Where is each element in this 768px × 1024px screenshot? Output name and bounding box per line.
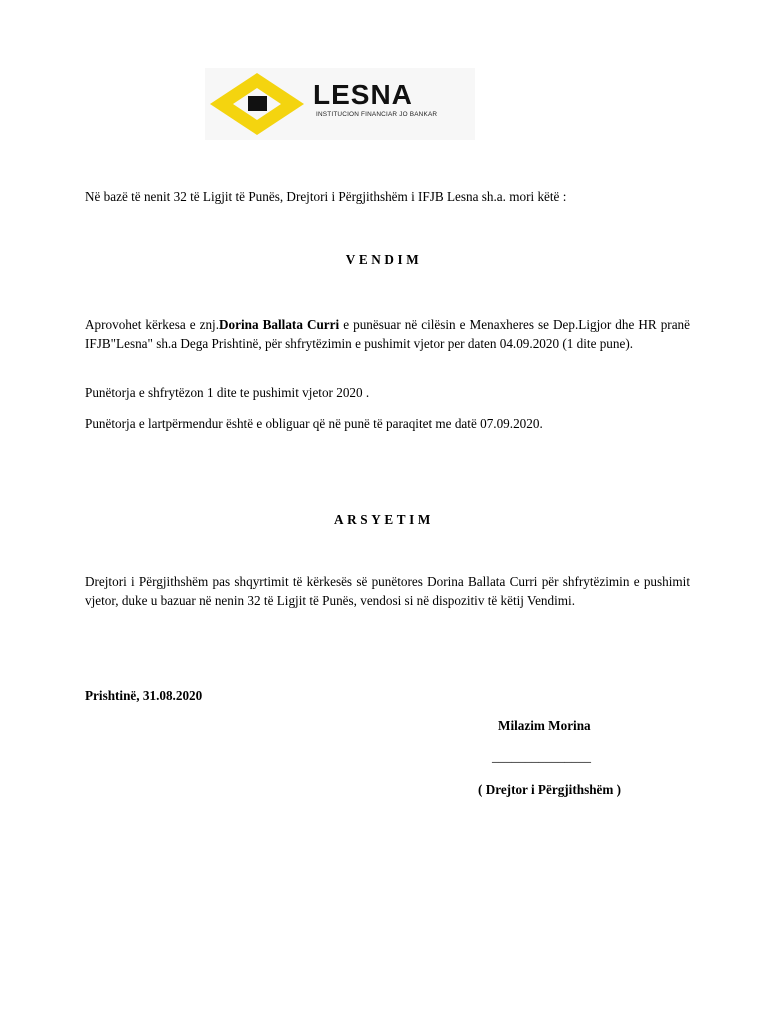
arsyetim-heading: ARSYETIM bbox=[334, 512, 434, 527]
vendim-p1-end: e punësuar në cilësin e Menaxheres se Dep.Ligjor dhe HR pranë IFJB"Lesna" sh.a Dega Prishtinë, për shfrytëzimin e pushimit vjetor per daten 04.09.2020 (1 dite pune). bbox=[85, 317, 690, 351]
vendim-p1-start: Aprovohet kërkesa e znj. bbox=[85, 317, 220, 332]
diamond-logo-icon bbox=[205, 68, 313, 140]
lesna-logo bbox=[205, 68, 475, 140]
logo-wordmark: LESNA bbox=[313, 79, 413, 110]
employee-name: Dorina Ballata Curri bbox=[219, 317, 340, 332]
logo-subtitle: INSTITUCION FINANCIAR JO BANKAR bbox=[316, 111, 438, 118]
signatory-name: Milazim Morina bbox=[498, 718, 591, 733]
vendim-paragraph-3: Punëtorja e lartpërmendur është e obliguar që në punë të paraqitet me datë 07.09.2020. bbox=[85, 416, 543, 431]
vendim-paragraph-2: Punëtorja e shfrytëzon 1 dite te pushimit vjetor 2020 . bbox=[85, 385, 370, 400]
vendim-paragraph-1 bbox=[85, 315, 690, 353]
signatory-title: ( Drejtor i Përgjithshëm ) bbox=[478, 782, 622, 797]
intro-paragraph: Në bazë të nenit 32 të Ligjit të Punës, Drejtori i Përgjithshëm i IFJB Lesna sh.a. mori këtë : bbox=[85, 189, 567, 204]
arsyetim-paragraph: Drejtori i Përgjithshëm pas shqyrtimit të kërkesës së punëtores Dorina Ballata Curri për shfrytëzimin e pushimit vjetor, duke u bazuar në nenin 32 të Ligjit të Punës, vendosi si në dispozitiv të këtij Vendimi. bbox=[85, 574, 690, 608]
signature-line: _______________ bbox=[492, 749, 591, 764]
vendim-heading: VENDIM bbox=[345, 252, 423, 267]
place-date: Prishtinë, 31.08.2020 bbox=[85, 688, 203, 703]
